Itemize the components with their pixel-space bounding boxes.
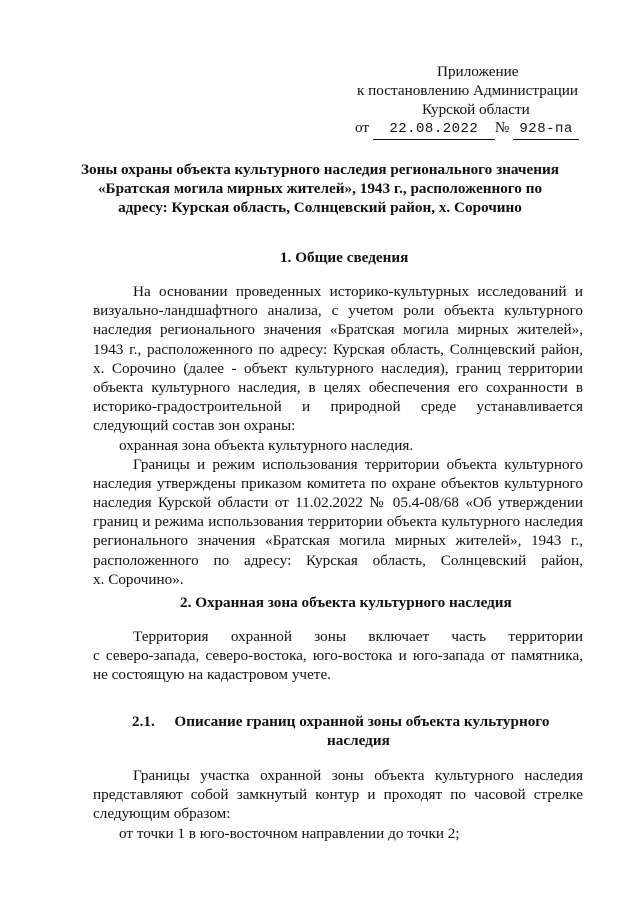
text-line: наследия Курской области от 11.02.2022 № 05.4-08/68 «Об утверждении [93,494,583,512]
text-line: визуально-ландшафтного анализа, с учетом роли объекта культурного [93,302,583,320]
text-line: от точки 1 в юго-восточном направлении до точки 2; [119,824,460,842]
date-prefix: от [355,119,370,136]
text-line: охранная зона объекта культурного наследия. [119,436,414,454]
section-heading-line: Описание границ охранной зоны объекта культурного [174,713,550,730]
number-prefix: № [494,119,510,136]
text-line: Территория охранной зоны включает часть территории [133,628,583,645]
text-line: Границы и режим использования территории объекта культурного [133,455,583,473]
section-boundaries-body [93,766,583,843]
text-line: расположенного по адресу: Курская область, Солнцевский район, [93,551,583,569]
section-general-body [93,282,583,589]
header-region-label: Курской области [422,101,530,118]
title-line: Зоны охраны объекта культурного наследия регионального значения [81,161,559,178]
text-line: объекта культурного наследия, в целях обеспечения его сохранности в [93,378,583,396]
section-number: 2.1. [132,713,155,730]
section-heading-general: 1. Общие сведения [280,249,409,266]
text-line: х. Сорочино». [93,570,184,588]
number-value: 928-па [513,120,579,140]
text-line: Границы участка охранной зоны объекта культурного наследия [133,767,583,784]
text-line: 1943 г., расположенного по адресу: Курская область, Солнцевский район, [93,340,583,358]
section-heading-protection-zone: 2. Охранная зона объекта культурного наследия [180,594,512,611]
title-line: адресу: Курская область, Солнцевский район, х. Сорочино [118,199,522,217]
title-line: «Братская могила мирных жителей», 1943 г., расположенного по [97,180,543,198]
text-line: границ и режима использования территории объекта культурного наследия [93,513,583,531]
section-protection-zone-body [93,627,583,685]
section-heading-boundaries [132,712,549,731]
document-title [80,160,560,218]
section-heading-boundaries-cont: наследия [327,732,390,749]
text-line: следующим образом: [93,805,231,823]
text-line: х. Сорочино (далее - объект культурного наследия), границ территории [93,359,583,377]
text-line: не состоящую на кадастровом учете. [93,666,331,684]
text-line: представляют собой замкнутый контур и проходят по часовой стрелке [93,786,583,804]
text-line: с северо-запада, северо-востока, юго-востока и юго-запада от памятника, [93,647,583,665]
text-line: наследия регионального значения «Братская могила мирных жителей», [93,321,583,339]
text-line: регионального значения «Братская могила мирных жителей», 1943 г., [93,532,583,550]
header-resolution-label: к постановлению Администрации [357,82,578,99]
text-line: На основании проведенных историко-культурных исследований и [133,283,583,300]
text-line: историко-градостроительной и природной среде устанавливается [93,398,583,416]
header-date-number [355,118,579,140]
date-value: 22.08.2022 [373,120,495,140]
header-appendix-label: Приложение [437,63,519,80]
text-line: следующий состав зон охраны: [93,417,296,435]
text-line: наследия утверждены приказом комитета по охране объектов культурного [93,474,583,492]
